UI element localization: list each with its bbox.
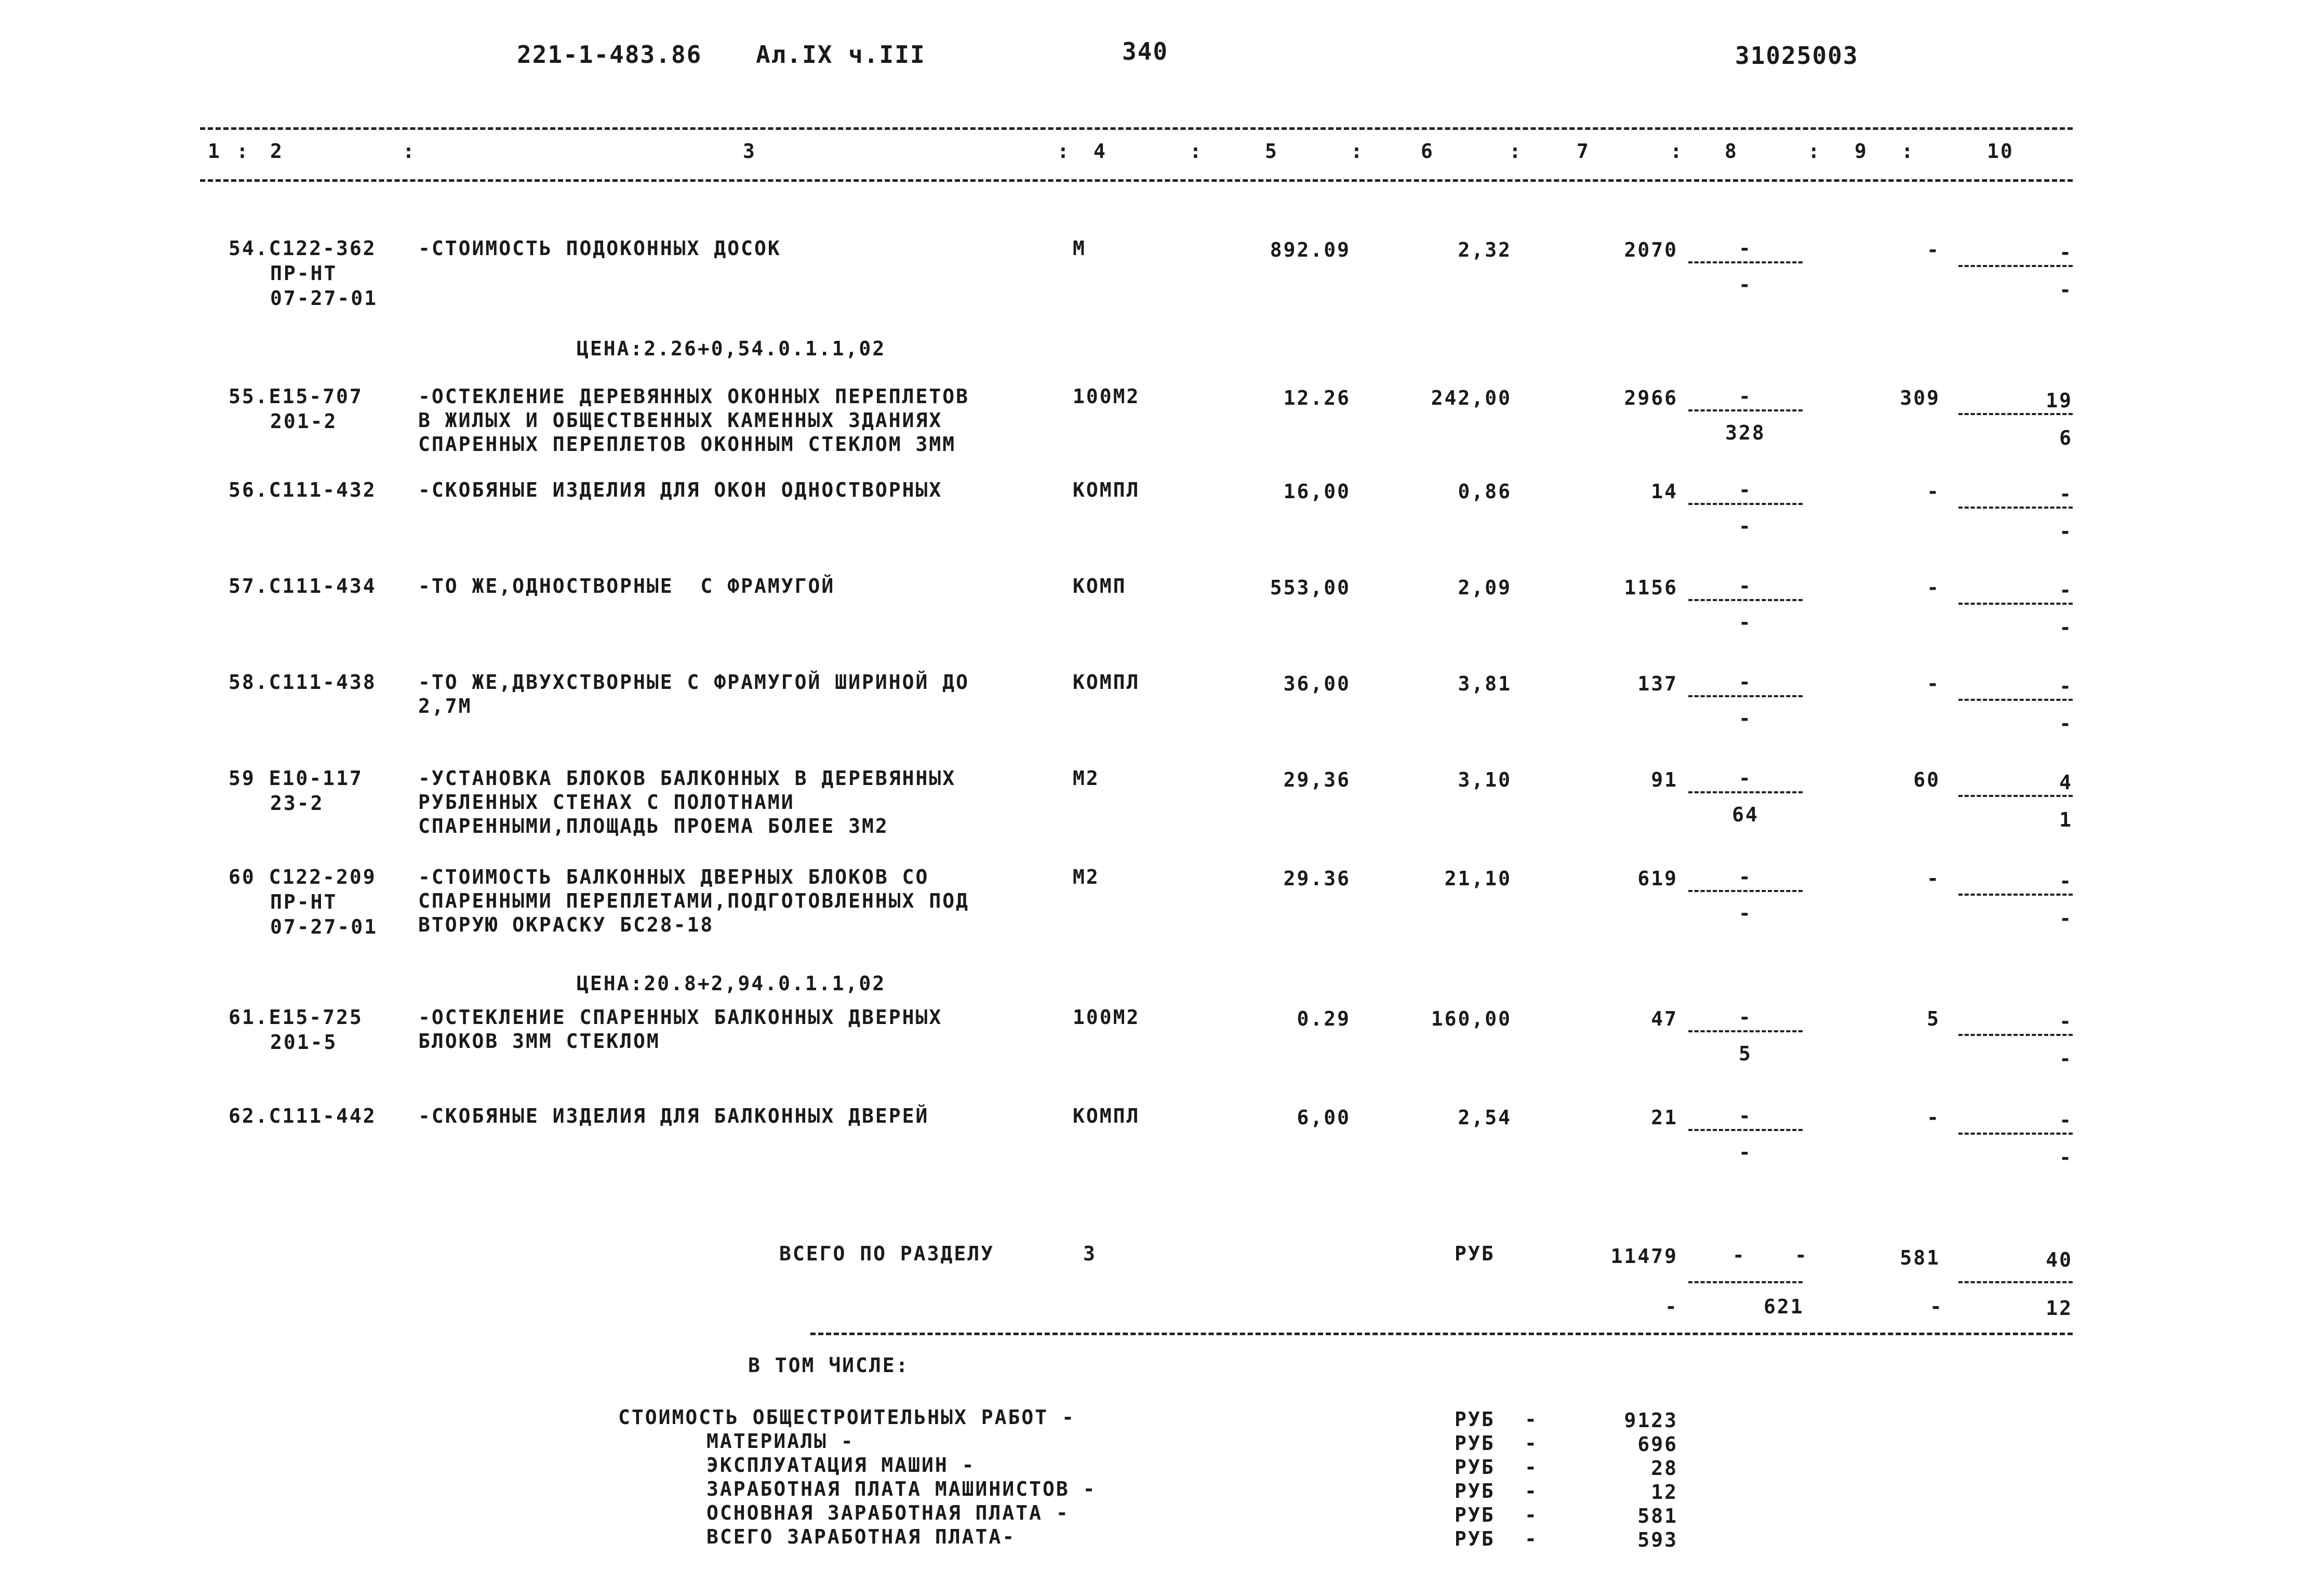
row-description: ВТОРУЮ ОКРАСКУ БС28-18: [418, 913, 714, 936]
row-description: В ЖИЛЫХ И ОБЩЕСТВЕННЫХ КАМЕННЫХ ЗДАНИЯХ: [418, 409, 943, 432]
row-unit-price: 242,00: [1431, 387, 1512, 409]
row-code-line3: 07-27-01: [270, 287, 378, 310]
row-col10-bottom: -: [2059, 616, 2073, 639]
row-description: -УСТАНОВКА БЛОКОВ БАЛКОННЫХ В ДЕРЕВЯННЫХ: [418, 767, 956, 790]
row-col10-rule: [1958, 894, 2073, 896]
row-col9: -: [1927, 1106, 1940, 1129]
breakdown-unit: РУБ: [1455, 1432, 1495, 1455]
row-quantity: 29.36: [1283, 867, 1351, 890]
row-total: 2966: [1624, 387, 1678, 409]
row-number-code: 55.Е15-707: [229, 385, 363, 408]
totals-label: ВСЕГО ПО РАЗДЕЛУ: [779, 1242, 995, 1265]
row-col10-top: -: [2059, 483, 2073, 506]
row-col8-rule: [1688, 890, 1803, 892]
breakdown-value: 9123: [1624, 1409, 1678, 1432]
row-description: -СКОБЯНЫЕ ИЗДЕЛИЯ ДЛЯ БАЛКОННЫХ ДВЕРЕЙ: [418, 1105, 929, 1127]
row-col10-rule: [1958, 265, 2073, 267]
row-quantity: 892.09: [1270, 238, 1351, 261]
album-ref: Ал.IX ч.III: [756, 41, 926, 69]
row-col8-bottom: -: [1739, 707, 1752, 730]
row-unit: 100М2: [1073, 1006, 1140, 1029]
row-unit-price: 3,81: [1458, 672, 1512, 695]
row-description: -ТО ЖЕ,ОДНОСТВОРНЫЕ С ФРАМУГОЙ: [418, 575, 835, 597]
column-header-2: 2: [270, 140, 284, 163]
breakdown-label: ВСЕГО ЗАРАБОТНАЯ ПЛАТА-: [706, 1525, 1016, 1548]
row-col8-bottom: -: [1739, 611, 1752, 634]
row-number-code: 61.Е15-725: [229, 1006, 363, 1029]
totals-total-bottom: -: [1665, 1295, 1678, 1318]
row-code-line2: 201-2: [270, 410, 338, 433]
header-rule-top: [200, 127, 2073, 130]
row-number-code: 54.С122-362: [229, 237, 377, 260]
row-col10-top: 4: [2059, 771, 2073, 794]
row-col9: 5: [1927, 1007, 1940, 1030]
row-col10-bottom: -: [2059, 1047, 2073, 1070]
row-unit: 100М2: [1073, 385, 1140, 408]
totals-c10: 40: [2046, 1248, 2073, 1271]
column-header-1: 1: [208, 140, 221, 163]
row-col10-rule: [1958, 699, 2073, 701]
row-col8-rule: [1688, 695, 1803, 697]
row-quantity: 6,00: [1297, 1106, 1351, 1129]
totals-c9: 581: [1900, 1246, 1940, 1269]
row-code-line2: 201-5: [270, 1031, 338, 1054]
row-col10-top: 19: [2046, 389, 2073, 412]
row-code-line2: ПР-НТ: [270, 890, 338, 913]
header-rule-bottom: [200, 179, 2073, 182]
row-col8-top: -: [1739, 866, 1752, 888]
breakdown-dash: -: [1525, 1408, 1538, 1431]
row-description: СПАРЕННЫХ ПЕРЕПЛЕТОВ ОКОННЫМ СТЕКЛОМ 3ММ: [418, 433, 956, 456]
row-col10-bottom: -: [2059, 712, 2073, 735]
column-separator: :: [1351, 140, 1364, 163]
row-col9: -: [1927, 867, 1940, 890]
row-quantity: 16,00: [1283, 480, 1351, 503]
column-header-9: 9: [1855, 140, 1868, 163]
breakdown-heading: В ТОМ ЧИСЛЕ:: [748, 1354, 910, 1377]
row-col10-bottom: 6: [2059, 427, 2073, 449]
row-total: 1156: [1624, 576, 1678, 599]
row-quantity: 29,36: [1283, 768, 1351, 791]
row-col10-top: -: [2059, 1010, 2073, 1033]
row-col10-top: -: [2059, 870, 2073, 893]
totals-total: 11479: [1610, 1245, 1678, 1268]
row-unit: М2: [1073, 767, 1100, 790]
column-header-8: 8: [1725, 140, 1738, 163]
doc-id: 31025003: [1735, 42, 1859, 70]
totals-rule: [810, 1333, 2073, 1335]
column-separator: :: [1670, 140, 1684, 163]
breakdown-unit: РУБ: [1455, 1408, 1495, 1431]
row-col10-bottom: -: [2059, 907, 2073, 930]
row-total: 137: [1637, 672, 1678, 695]
row-description: -СКОБЯНЫЕ ИЗДЕЛИЯ ДЛЯ ОКОН ОДНОСТВОРНЫХ: [418, 478, 943, 501]
row-col8-top: -: [1739, 478, 1752, 501]
row-unit-price: 2,09: [1458, 576, 1512, 599]
row-col8-rule: [1688, 409, 1803, 411]
breakdown-dash: -: [1525, 1504, 1538, 1526]
row-unit: КОМПЛ: [1073, 671, 1140, 694]
breakdown-unit: РУБ: [1455, 1504, 1495, 1526]
row-number-code: 59 Е10-117: [229, 767, 363, 790]
row-col10-top: -: [2059, 675, 2073, 698]
row-col9: 60: [1913, 768, 1940, 791]
row-col10-rule: [1958, 603, 2073, 605]
row-quantity: 0.29: [1297, 1007, 1351, 1030]
row-col9: -: [1927, 480, 1940, 503]
row-col8-top: -: [1739, 671, 1752, 694]
breakdown-label: СТОИМОСТЬ ОБЩЕСТРОИТЕЛЬНЫХ РАБОТ -: [618, 1406, 1075, 1429]
row-unit: КОМПЛ: [1073, 1105, 1140, 1127]
row-col8-rule: [1688, 599, 1803, 601]
row-col10-rule: [1958, 413, 2073, 415]
column-separator: :: [1901, 140, 1915, 163]
totals-unit: РУБ: [1455, 1242, 1495, 1265]
column-header-10: 10: [1987, 140, 2014, 163]
row-description: СПАРЕННЫМИ,ПЛОЩАДЬ ПРОЕМА БОЛЕЕ 3М2: [418, 815, 889, 837]
row-col10-rule: [1958, 1133, 2073, 1135]
row-col9: -: [1927, 238, 1940, 261]
row-col8-bottom: 64: [1732, 803, 1759, 826]
row-col9: -: [1927, 672, 1940, 695]
row-quantity: 553,00: [1270, 576, 1351, 599]
breakdown-value: 28: [1651, 1457, 1678, 1480]
totals-c8-rule: [1688, 1281, 1803, 1283]
breakdown-value: 581: [1637, 1505, 1678, 1527]
row-unit: КОМП: [1073, 575, 1127, 597]
doc-code: 221-1-483.86: [517, 41, 702, 69]
row-col8-top: -: [1739, 1006, 1752, 1029]
totals-c8a: -: [1732, 1244, 1746, 1267]
column-separator: :: [403, 140, 416, 163]
row-col10-bottom: 1: [2059, 808, 2073, 831]
row-col8-bottom: -: [1739, 1141, 1752, 1164]
row-col10-rule: [1958, 507, 2073, 509]
row-col8-top: -: [1739, 767, 1752, 790]
row-number-code: 56.С111-432: [229, 478, 377, 501]
column-separator: :: [1190, 140, 1203, 163]
row-code-line2: 23-2: [270, 792, 324, 815]
breakdown-dash: -: [1525, 1432, 1538, 1455]
breakdown-unit: РУБ: [1455, 1527, 1495, 1550]
column-separator: :: [1808, 140, 1821, 163]
row-description: -ТО ЖЕ,ДВУХСТВОРНЫЕ С ФРАМУГОЙ ШИРИНОЙ ДО: [418, 671, 969, 694]
row-unit-price: 160,00: [1431, 1007, 1512, 1030]
breakdown-value: 696: [1637, 1433, 1678, 1456]
page-number: 340: [1122, 37, 1169, 65]
row-description: -ОСТЕКЛЕНИЕ СПАРЕННЫХ БАЛКОННЫХ ДВЕРНЫХ: [418, 1006, 943, 1029]
totals-section: 3: [1083, 1242, 1097, 1265]
row-unit-price: 2,32: [1458, 238, 1512, 261]
breakdown-label: МАТЕРИАЛЫ -: [706, 1430, 855, 1453]
row-total: 21: [1651, 1106, 1678, 1129]
row-col8-rule: [1688, 503, 1803, 505]
row-col10-top: -: [2059, 579, 2073, 602]
price-note: ЦЕНА:2.26+0,54.0.1.1,02: [577, 337, 886, 360]
row-col8-rule: [1688, 261, 1803, 263]
row-number-code: 62.С111-442: [229, 1105, 377, 1127]
column-header-7: 7: [1577, 140, 1590, 163]
row-unit: М: [1073, 237, 1086, 260]
row-col8-bottom: -: [1739, 515, 1752, 538]
row-total: 47: [1651, 1007, 1678, 1030]
row-col8-top: -: [1739, 1105, 1752, 1127]
row-total: 91: [1651, 768, 1678, 791]
row-number-code: 60 С122-209: [229, 866, 377, 888]
breakdown-label: ЗАРАБОТНАЯ ПЛАТА МАШИНИСТОВ -: [706, 1478, 1097, 1500]
row-description: -ОСТЕКЛЕНИЕ ДЕРЕВЯННЫХ ОКОННЫХ ПЕРЕПЛЕТОВ: [418, 385, 969, 408]
breakdown-value: 12: [1651, 1481, 1678, 1504]
row-description: СПАРЕННЫМИ ПЕРЕПЛЕТАМИ,ПОДГОТОВЛЕННЫХ ПОД: [418, 889, 969, 912]
row-col8-bottom: 328: [1725, 421, 1766, 444]
row-unit-price: 0,86: [1458, 480, 1512, 503]
row-number-code: 57.С111-434: [229, 575, 377, 597]
breakdown-label: ОСНОВНАЯ ЗАРАБОТНАЯ ПЛАТА -: [706, 1501, 1070, 1524]
price-note: ЦЕНА:20.8+2,94.0.1.1,02: [577, 972, 886, 995]
column-separator: :: [1057, 140, 1071, 163]
row-col8-rule: [1688, 1030, 1803, 1032]
column-header-3: 3: [743, 140, 756, 163]
row-col8-top: -: [1739, 237, 1752, 260]
column-separator: :: [236, 140, 250, 163]
row-col8-rule: [1688, 1129, 1803, 1131]
row-unit: М2: [1073, 866, 1100, 888]
breakdown-unit: РУБ: [1455, 1480, 1495, 1502]
row-number-code: 58.С111-438: [229, 671, 377, 694]
row-unit-price: 3,10: [1458, 768, 1512, 791]
totals-c10-bottom: 12: [2046, 1297, 2073, 1320]
row-col8-top: -: [1739, 575, 1752, 597]
row-description: -СТОИМОСТЬ БАЛКОННЫХ ДВЕРНЫХ БЛОКОВ СО: [418, 866, 929, 888]
row-col10-rule: [1958, 795, 2073, 797]
row-col8-top: -: [1739, 385, 1752, 408]
row-col8-rule: [1688, 791, 1803, 793]
row-description: 2,7М: [418, 695, 472, 717]
row-total: 14: [1651, 480, 1678, 503]
breakdown-value: 593: [1637, 1528, 1678, 1551]
row-description: РУБЛЕННЫХ СТЕНАХ С ПОЛОТНАМИ: [418, 791, 795, 814]
totals-c8-bottom: 621: [1764, 1295, 1804, 1318]
row-col10-bottom: -: [2059, 1146, 2073, 1169]
row-col10-rule: [1958, 1034, 2073, 1036]
row-col10-top: -: [2059, 241, 2073, 264]
totals-c9-bottom: -: [1930, 1295, 1943, 1318]
row-unit: КОМПЛ: [1073, 478, 1140, 501]
row-col9: 309: [1900, 387, 1940, 409]
column-header-4: 4: [1094, 140, 1107, 163]
row-description: -СТОИМОСТЬ ПОДОКОННЫХ ДОСОК: [418, 237, 781, 260]
row-col10-bottom: -: [2059, 520, 2073, 543]
row-col8-bottom: -: [1739, 902, 1752, 925]
breakdown-dash: -: [1525, 1527, 1538, 1550]
row-total: 2070: [1624, 238, 1678, 261]
row-code-line2: ПР-НТ: [270, 262, 338, 285]
row-unit-price: 21,10: [1444, 867, 1512, 890]
row-total: 619: [1637, 867, 1678, 890]
column-separator: :: [1509, 140, 1523, 163]
row-code-line3: 07-27-01: [270, 915, 378, 938]
totals-c8b: -: [1795, 1244, 1808, 1267]
breakdown-label: ЭКСПЛУАТАЦИЯ МАШИН -: [706, 1454, 976, 1477]
totals-c10-rule: [1958, 1281, 2073, 1283]
row-col9: -: [1927, 576, 1940, 599]
row-quantity: 12.26: [1283, 387, 1351, 409]
column-header-6: 6: [1421, 140, 1434, 163]
row-quantity: 36,00: [1283, 672, 1351, 695]
column-header-5: 5: [1265, 140, 1278, 163]
breakdown-unit: РУБ: [1455, 1456, 1495, 1479]
row-col8-bottom: 5: [1739, 1042, 1752, 1065]
row-unit-price: 2,54: [1458, 1106, 1512, 1129]
row-col10-bottom: -: [2059, 278, 2073, 301]
breakdown-dash: -: [1525, 1480, 1538, 1502]
row-col10-top: -: [2059, 1109, 2073, 1132]
row-description: БЛОКОВ 3ММ СТЕКЛОМ: [418, 1030, 660, 1053]
row-col8-bottom: -: [1739, 273, 1752, 296]
breakdown-dash: -: [1525, 1456, 1538, 1479]
